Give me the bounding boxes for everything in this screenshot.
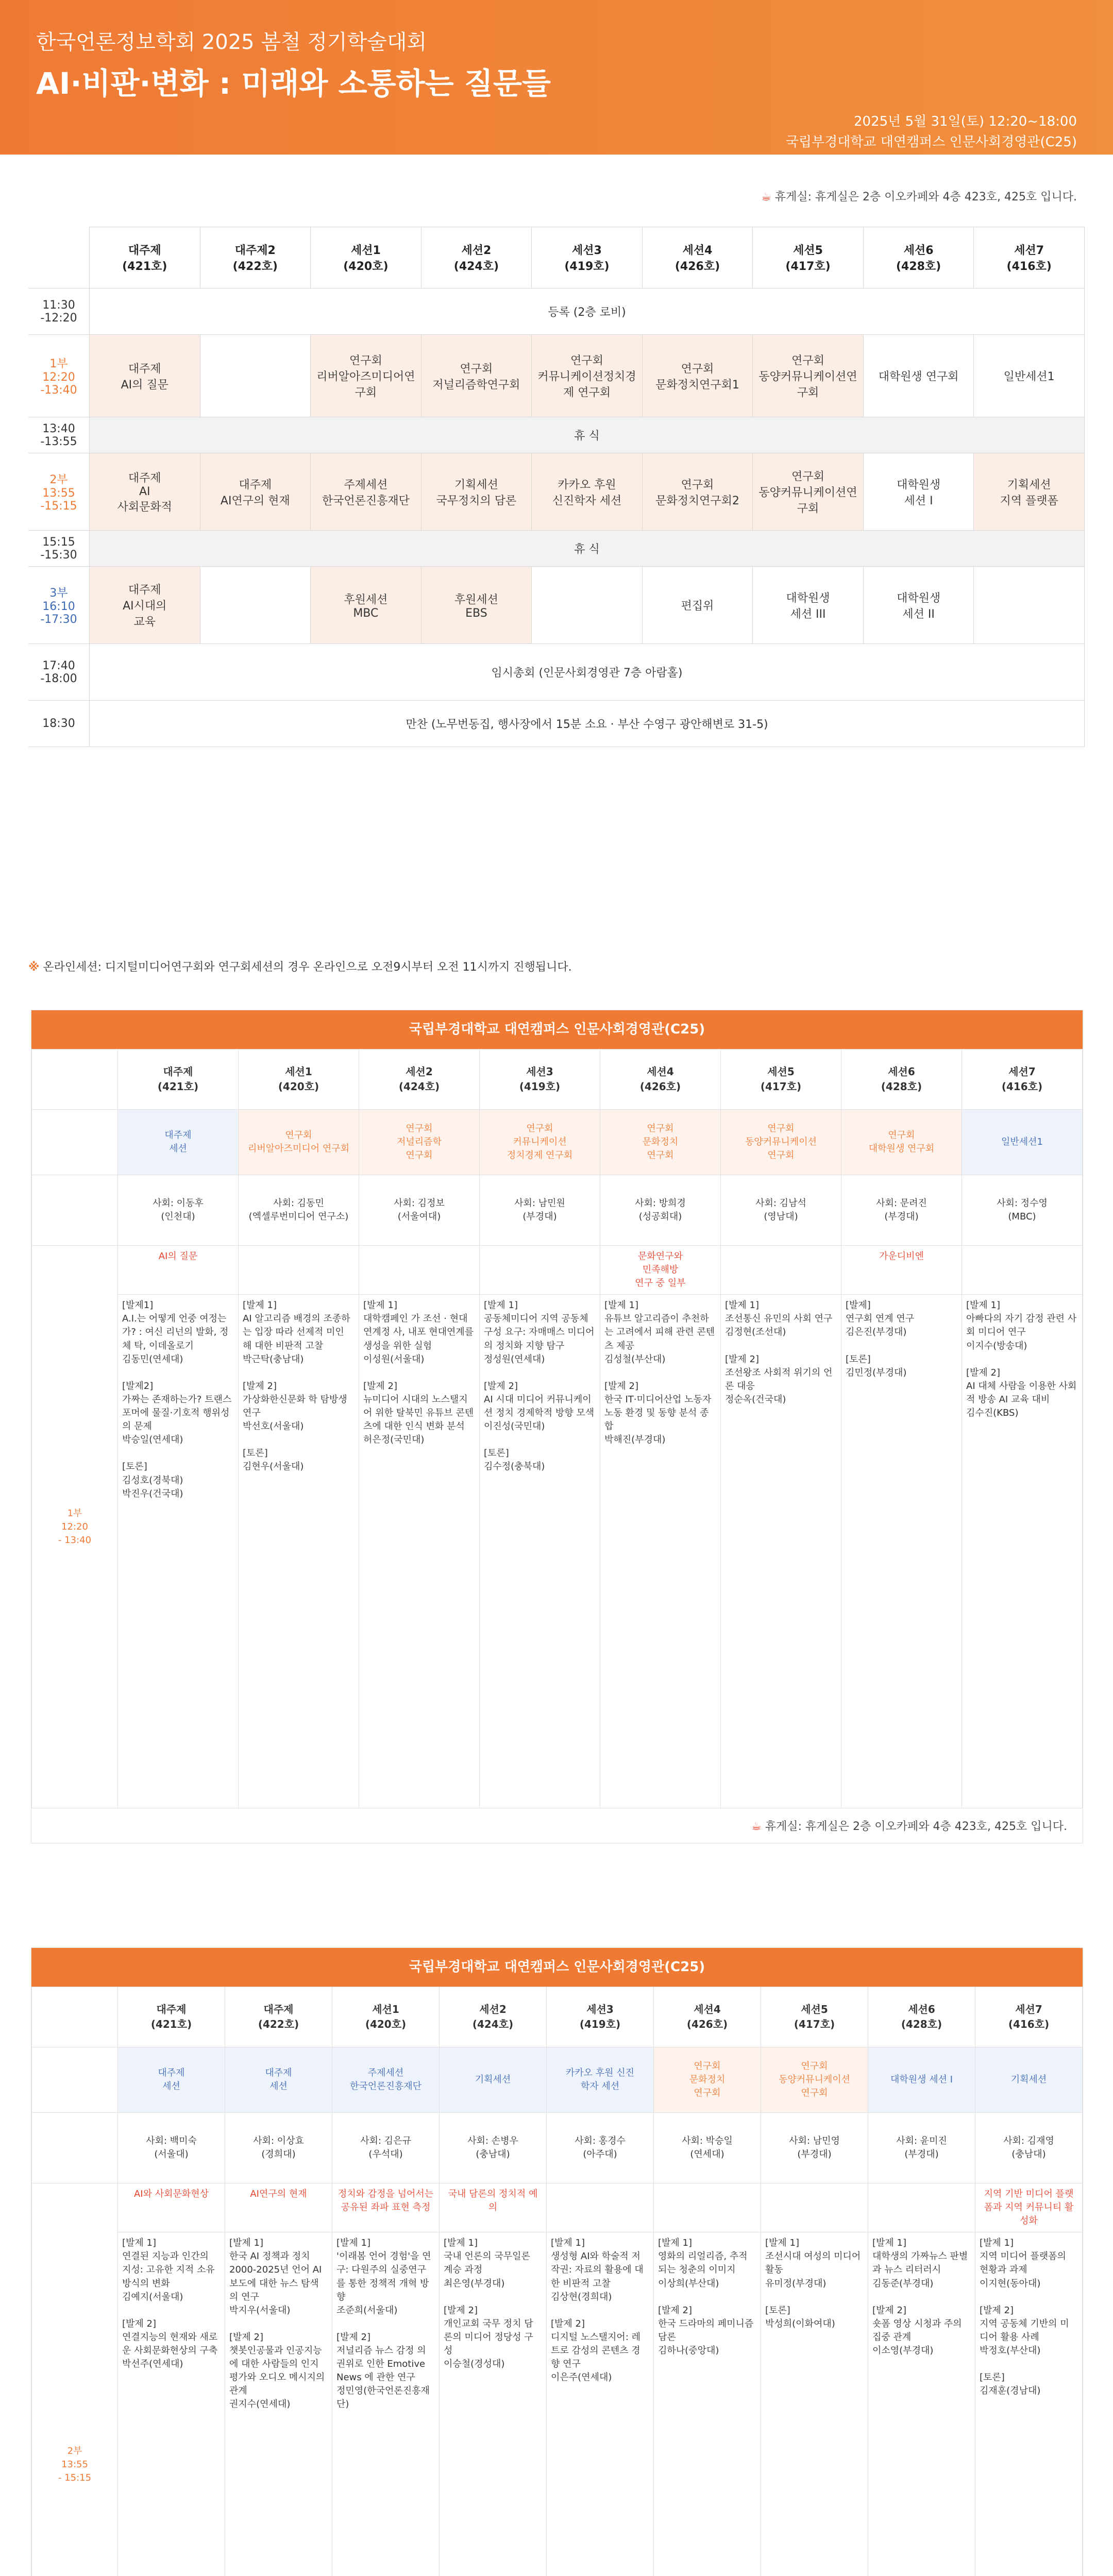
overview-row <box>28 417 1085 453</box>
panel-header: 세션4 (426호) <box>600 1049 721 1110</box>
coffee-icon: ☕ <box>751 1820 762 1834</box>
panel-header: 세션6 (428호) <box>868 1987 975 2047</box>
session-moderator: 사회: 문려진 (부경대) <box>841 1175 962 1246</box>
panel-moderator-row <box>32 2113 1083 2183</box>
overview-session-cell: 연구회 커뮤니케이션정치경제 연구회 <box>532 335 643 417</box>
session-kind: 기획세션 <box>975 2047 1083 2113</box>
session-content: [발제 1] 한국 AI 정책과 정치 2000-2025년 언어 AI 보도에 대한 뉴스 탐색의 연구 박지우(서울대) [발제 2] 챗봇인공물과 인공지능에 대한 사람들의 인지 평가와 오디오 메시지의 관계 권지수(연세대) <box>225 2232 332 2576</box>
overview-time: 15:15 -15:30 <box>28 531 90 567</box>
overview-row <box>28 644 1085 701</box>
overview-time: 1부 12:20 -13:40 <box>28 335 90 417</box>
session-moderator: 사회: 김은규 (우석대) <box>332 2113 440 2183</box>
session-kind: 주제세션 한국언론진흥재단 <box>332 2047 440 2113</box>
session-content: [발제 1] 생성형 AI와 학술적 저작권: 자료의 활용에 대한 비판적 고찰 김상현(경희대) [발제 2] 디지털 노스탤지어: 레트로 감성의 콘텐츠 경향 연구 이은주(연세대) <box>547 2232 654 2576</box>
overview-session-cell: 연구회 리버알아즈미디어연구회 <box>311 335 421 417</box>
session-kind: 대학원생 세션 I <box>868 2047 975 2113</box>
overview-session-cell: 대주제 AI의 질문 <box>90 335 200 417</box>
session-table-2 <box>31 1987 1083 2576</box>
overview-session-cell: 연구회 동양커뮤니케이션연구회 <box>753 453 864 531</box>
session-kind: 대주제 세션 <box>225 2047 332 2113</box>
session-moderator: 사회: 백미숙 (서울대) <box>118 2113 225 2183</box>
session-content: [발제 1] 아빠다의 자기 감정 관련 사회 미디어 연구 이지수(방송대) [발제 2] AI 대체 사람을 이용한 사회적 방송 AI 교육 대비 김수진(KBS) <box>962 1295 1083 1808</box>
overview-session-cell: 대주제 AI시대의 교육 <box>90 567 200 644</box>
session-content: [발제 1] 대학캠페인 가 조선 · 현대연계정 사, 내포 현대연계를 생성을 위한 실험 이성원(서울대) [발제 2] 뉴미디어 시대의 노스탤지어 위한 탈북민 유튜브 콘텐츠에 대한 인식 변화 분석 허은정(국민대) <box>359 1295 480 1808</box>
overview-header: 대주제2 (422호) <box>200 227 311 289</box>
panel-header: 세션3 (419호) <box>547 1987 654 2047</box>
session-content: [발제 1] 국내 언론의 국무일론 계승 과정 최은영(부경대) [발제 2] 개인교회 국무 정치 담론의 미디어 정당성 구성 이승철(경성대) <box>440 2232 547 2576</box>
overview-span-cell: 임시총회 (인문사회경영관 7층 아람홀) <box>90 644 1085 701</box>
session-moderator: 사회: 정수영 (MBC) <box>962 1175 1083 1246</box>
session-moderator: 사회: 김정보 (서울여대) <box>359 1175 480 1246</box>
overview-session-cell: 후원세션 MBC <box>311 567 421 644</box>
session-topic: 문화연구와 민족해방 연구 중 일부 <box>600 1246 721 1295</box>
conference-title: AI·비판·변화 : 미래와 소통하는 질문들 <box>36 66 551 101</box>
session-content: [발제 1] 유튜브 알고리즘이 추천하는 고려에서 피해 관련 콘텐츠 제공 김성철(부산대) [발제 2] 한국 IT·미디어산업 노동자 노동 환경 및 동향 분석 종합 박해진(부경대) <box>600 1295 721 1808</box>
session-kind: 연구회 문화정치 연구회 <box>600 1110 721 1175</box>
panel-header: 대주제 (421호) <box>118 1049 239 1110</box>
session-kind: 연구회 커뮤니케이션 정치경제 연구회 <box>480 1110 600 1175</box>
overview-time: 3부 16:10 -17:30 <box>28 567 90 644</box>
session-kind: 연구회 동양커뮤니케이션 연구회 <box>721 1110 841 1175</box>
overview-session-cell: 대주제 AI연구의 현재 <box>200 453 311 531</box>
panel-kind-row <box>32 2047 1083 2113</box>
overview-row <box>28 701 1085 747</box>
session-kind: 연구회 대학원생 연구회 <box>841 1110 962 1175</box>
overview-session-cell <box>974 567 1085 644</box>
overview-session-cell <box>532 567 643 644</box>
session-content: [발제 1] 지역 미디어 플랫폼의 현황과 과제 이지현(동아대) [발제 2] 지역 공동체 기반의 미디어 활용 사례 박정호(부산대) [토론] 김재훈(경남대) <box>975 2232 1083 2576</box>
session-content: [발제 1] 연결된 지능과 인간의 지성: 고유한 지적 소유 방식의 변화 김예지(서울대) [발제 2] 연결지능의 현재와 새로운 사회문화현상의 구축 박선주(연세대) <box>118 2232 225 2576</box>
overview-time: 11:30 -12:20 <box>28 289 90 335</box>
panel-header: 세션4 (426호) <box>654 1987 761 2047</box>
overview-span-cell: 만찬 (노무번동집, 행사장에서 15분 소요 · 부산 수영구 광안해변로 31-5) <box>90 701 1085 747</box>
session-moderator: 사회: 손병우 (충남대) <box>440 2113 547 2183</box>
panel-header: 세션1 (420호) <box>239 1049 359 1110</box>
session-kind: 연구회 리버알아즈미디어 연구회 <box>239 1110 359 1175</box>
session-kind: 기획세션 <box>440 2047 547 2113</box>
panel-spacer <box>32 2113 118 2183</box>
online-session-note: ※ 온라인세션: 디지털미디어연구회와 연구회세션의 경우 온라인으로 오전9시부터 오전 11시까지 진행됩니다. <box>28 961 572 974</box>
session-topic <box>359 1246 480 1295</box>
session-moderator: 사회: 남민영 (부경대) <box>761 2113 868 2183</box>
overview-header: 세션4 (426호) <box>642 227 753 289</box>
session-topic <box>480 1246 600 1295</box>
session-content: [발제 1] 공동체미디어 지역 공동체 구성 요구: 자매매스 미디어의 정치화 지향 탐구 정성원(연세대) [발제 2] AI 시대 미디어 커뮤니케이션 정치 경제학적 방향 모색 이진성(국민대) [토론] 김수정(충북대) <box>480 1295 600 1808</box>
session-moderator: 사회: 윤미진 (부경대) <box>868 2113 975 2183</box>
panel-header: 세션6 (428호) <box>841 1049 962 1110</box>
panel-header: 세션5 (417호) <box>721 1049 841 1110</box>
session-topic <box>962 1246 1083 1295</box>
overview-span-cell: 휴 식 <box>90 531 1085 567</box>
overview-session-cell: 대학원생 연구회 <box>863 335 974 417</box>
overview-session-cell: 대주제 AI 사회문화적 <box>90 453 200 531</box>
overview-time: 17:40 -18:00 <box>28 644 90 701</box>
panel-header: 세션7 (416호) <box>975 1987 1083 2047</box>
coffee-icon: ☕ <box>761 191 771 204</box>
rest-note: ☕ 휴게실: 휴게실은 2층 이오카페와 4층 423호, 425호 입니다. <box>751 1820 1067 1834</box>
overview-session-cell: 연구회 문화정치연구회1 <box>642 335 753 417</box>
overview-session-cell: 대학원생 세션 II <box>863 567 974 644</box>
overview-header-row <box>28 227 1085 289</box>
session-topic <box>868 2183 975 2232</box>
session-content: [발제 1] 조선통신 유민의 사회 연구 김정현(조선대) [발제 2] 조선왕조 사회적 위기의 언론 대응 정순옥(건국대) <box>721 1295 841 1808</box>
overview-session-cell: 후원세션 EBS <box>421 567 532 644</box>
panel-header <box>32 1987 118 2047</box>
session-moderator: 사회: 방희경 (성공회대) <box>600 1175 721 1246</box>
session-kind: 연구회 동양커뮤니케이션 연구회 <box>761 2047 868 2113</box>
session-content: [발제 1] 조선시대 여성의 미디어 활동 유미정(부경대) [토론] 박성희(이화여대) <box>761 2232 868 2576</box>
session-time: 1부 12:20 - 13:40 <box>32 1246 118 1808</box>
overview-span-cell: 휴 식 <box>90 417 1085 453</box>
overview-session-cell: 대학원생 세션 III <box>753 567 864 644</box>
overview-session-cell: 기획세션 지역 플랫폼 <box>974 453 1085 531</box>
session-moderator: 사회: 이상효 (경희대) <box>225 2113 332 2183</box>
session-moderator: 사회: 박승일 (연세대) <box>654 2113 761 2183</box>
panel-header: 세션5 (417호) <box>761 1987 868 2047</box>
session-kind: 연구회 문화정치 연구회 <box>654 2047 761 2113</box>
session-table-1 <box>31 1049 1083 1808</box>
overview-row <box>28 567 1085 644</box>
panel-header <box>32 1049 118 1110</box>
session-kind: 대주제 세션 <box>118 1110 239 1175</box>
session-kind: 대주제 세션 <box>118 2047 225 2113</box>
session-panel-2 <box>31 1947 1083 2576</box>
overview-session-cell: 편집위 <box>642 567 753 644</box>
session-kind: 카카오 후원 신진 학자 세션 <box>547 2047 654 2113</box>
session-topic <box>239 1246 359 1295</box>
session-kind: 일반세션1 <box>962 1110 1083 1175</box>
overview-span-cell: 등록 (2층 로비) <box>90 289 1085 335</box>
overview-session-cell: 카카오 후원 신진학자 세션 <box>532 453 643 531</box>
overview-session-cell: 기획세션 국무정치의 담론 <box>421 453 532 531</box>
conference-place: 국립부경대학교 대연캠퍼스 인문사회경영관(C25) <box>785 134 1077 150</box>
panel-spacer <box>32 2047 118 2113</box>
overview-session-cell <box>200 335 311 417</box>
session-topic <box>761 2183 868 2232</box>
session-topic <box>654 2183 761 2232</box>
session-content: [발제 1] 영화의 리얼리즘, 추적되는 청춘의 이미지 이상희(부산대) [발제 2] 한국 드라마의 페미니즘 담론 김하나(중앙대) <box>654 2232 761 2576</box>
session-topic <box>721 1246 841 1295</box>
session-moderator: 사회: 김동민 (엑셀루번미디어 연구소) <box>239 1175 359 1246</box>
overview-header: 대주제 (421호) <box>90 227 200 289</box>
panel-spacer <box>32 1110 118 1175</box>
panel-title: 국립부경대학교 대연캠퍼스 인문사회경영관(C25) <box>31 1010 1083 1049</box>
overview-time: 2부 13:55 -15:15 <box>28 453 90 531</box>
session-moderator: 사회: 홍경수 (아주대) <box>547 2113 654 2183</box>
overview-header: 세션7 (416호) <box>974 227 1085 289</box>
overview-row <box>28 531 1085 567</box>
session-moderator: 사회: 이동후 (인천대) <box>118 1175 239 1246</box>
panel-content-row <box>32 1295 1083 1808</box>
session-time: 2부 13:55 - 15:15 <box>32 2183 118 2576</box>
overview-row <box>28 289 1085 335</box>
session-topic: 국내 담론의 정치적 예의 <box>440 2183 547 2232</box>
session-content: [발제 1] 대학생의 가짜뉴스 판별과 뉴스 리터러시 김동준(부경대) [발제 2] 숏폼 영상 시청과 주의 집중 관계 이소영(부경대) <box>868 2232 975 2576</box>
panel-header: 세션2 (424호) <box>440 1987 547 2047</box>
panel-kind-row <box>32 1110 1083 1175</box>
overview-schedule-table <box>28 227 1085 747</box>
conference-name: 한국언론정보학회 2025 봄철 정기학술대회 <box>36 30 427 54</box>
panel-topic-row <box>32 2183 1083 2232</box>
conference-date: 2025년 5월 31일(토) 12:20~18:00 <box>854 114 1077 129</box>
panel-spacer <box>32 1175 118 1246</box>
session-topic: AI의 질문 <box>118 1246 239 1295</box>
overview-session-cell: 대학원생 세션 I <box>863 453 974 531</box>
overview-session-cell: 일반세션1 <box>974 335 1085 417</box>
overview-session-cell: 연구회 동양커뮤니케이션연구회 <box>753 335 864 417</box>
pin-icon: ※ <box>28 961 40 974</box>
panel-header: 대주제 (422호) <box>225 1987 332 2047</box>
session-panel-1 <box>31 1010 1083 1843</box>
session-topic: AI와 사회문화현상 <box>118 2183 225 2232</box>
overview-header: 세션2 (424호) <box>421 227 532 289</box>
panel-header: 세션2 (424호) <box>359 1049 480 1110</box>
overview-session-cell <box>200 567 311 644</box>
session-topic: AI연구의 현재 <box>225 2183 332 2232</box>
overview-corner <box>28 227 90 289</box>
overview-session-cell: 연구회 문화정치연구회2 <box>642 453 753 531</box>
overview-session-cell: 연구회 저널리즘학연구회 <box>421 335 532 417</box>
session-topic: 정치와 감정을 넘어서는 공유된 좌파 표현 측정 <box>332 2183 440 2232</box>
overview-header: 세션5 (417호) <box>753 227 864 289</box>
panel-header: 세션7 (416호) <box>962 1049 1083 1110</box>
hero-banner <box>0 0 1113 155</box>
session-topic: 지역 기반 미디어 플랫폼과 지역 커뮤니티 활성화 <box>975 2183 1083 2232</box>
panel-content-row <box>32 2232 1083 2576</box>
panel-topic-row <box>32 1246 1083 1295</box>
panel-title: 국립부경대학교 대연캠퍼스 인문사회경영관(C25) <box>31 1948 1083 1987</box>
session-moderator: 사회: 남민원 (부경대) <box>480 1175 600 1246</box>
session-moderator: 사회: 김재영 (충남대) <box>975 2113 1083 2183</box>
overview-time: 13:40 -13:55 <box>28 417 90 453</box>
session-content: [발제1] A.I.는 어떻게 언중 여정는가? : 여신 리넌의 발화, 정체 탁, 이데올로기 김동민(연세대) [발제2] 가짜는 존재하는가? 트랜스포머에 물질·기호적 행위성의 문제 박승일(연세대) [토론] 김성호(경북대) 박진우(건국대) <box>118 1295 239 1808</box>
overview-header: 세션1 (420호) <box>311 227 421 289</box>
panel-header-row <box>32 1987 1083 2047</box>
rest-note: ☕ 휴게실: 휴게실은 2층 이오카페와 4층 423호, 425호 입니다. <box>761 191 1077 204</box>
session-topic: 가운디비엔 <box>841 1246 962 1295</box>
session-moderator: 사회: 김남석 (영남대) <box>721 1175 841 1246</box>
overview-row <box>28 453 1085 531</box>
session-content: [발제 1] AI 알고리즘 배경의 조종하는 입장 따라 선제적 미인 해 대한 비판적 고찰 박근탁(충남대) [발제 2] 가상화한신문화 학 탐방생 연구 박선호(서울대) [토론] 김현우(서울대) <box>239 1295 359 1808</box>
session-content: [발제] 연구회 연계 연구 김은진(부경대) [토론] 김민정(부경대) <box>841 1295 962 1808</box>
panel-header: 세션1 (420호) <box>332 1987 440 2047</box>
panel-header: 세션3 (419호) <box>480 1049 600 1110</box>
overview-header: 세션3 (419호) <box>532 227 643 289</box>
session-topic <box>547 2183 654 2232</box>
overview-session-cell: 주제세션 한국언론진흥재단 <box>311 453 421 531</box>
panel-moderator-row <box>32 1175 1083 1246</box>
panel-header: 대주제 (421호) <box>118 1987 225 2047</box>
overview-row <box>28 335 1085 417</box>
overview-header: 세션6 (428호) <box>863 227 974 289</box>
session-kind: 연구회 저널리즘학 연구회 <box>359 1110 480 1175</box>
overview-time: 18:30 <box>28 701 90 747</box>
session-content: [발제 1] '이래봄 언어 경험'을 연구: 다원주의 실중연구를 통한 정책적 개혁 방향 조준희(서울대) [발제 2] 저널리즘 뉴스 감정 의 권위로 인한 Emotive News 에 관한 연구 정민영(한국언론진흥재단) <box>332 2232 440 2576</box>
panel-header-row <box>32 1049 1083 1110</box>
